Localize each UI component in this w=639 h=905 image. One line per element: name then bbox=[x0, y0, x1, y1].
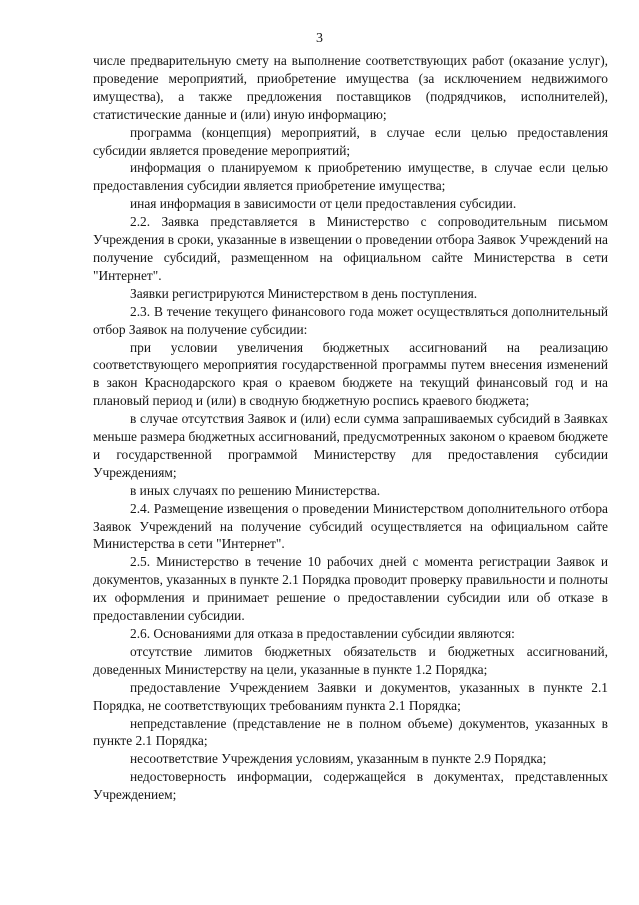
paragraph-2-2: 2.2. Заявка представляется в Министерство с сопроводительным письмом Учреждения в сроки, указанные в извещении о проведении отбора Заявок Учреждений на получение субсидий, размещенном на официальном сайте Министерства в сети "Интернет". bbox=[93, 214, 608, 283]
paragraph-unreliable-info: недостоверность информации, содержащейся в документах, представленных Учреждением; bbox=[93, 769, 608, 803]
paragraph-noncompliant-docs: предоставление Учреждением Заявки и документов, указанных в пункте 2.1 Порядка, не соответствующих требованиям пункта 2.1 Порядка; bbox=[93, 679, 608, 713]
paragraph-no-applications: в случае отсутствия Заявок и (или) если сумма запрашиваемых субсидий в Заявках меньше размера бюджетных ассигнований, предусмотренных законом о краевом бюджете и государственной программой Министерству для предоставления субсидии Учреждениям; bbox=[93, 411, 608, 480]
paragraph-2-3: 2.3. В течение текущего финансового года может осуществляться дополнительный отбор Заявок на получение субсидии: bbox=[93, 303, 608, 337]
paragraph-noncompliance: несоответствие Учреждения условиям, указанным в пункте 2.9 Порядка; bbox=[130, 751, 547, 767]
paragraph-no-limits: отсутствие лимитов бюджетных обязательств и бюджетных ассигнований, доведенных Министерству на цели, указанные в пункте 1.2 Порядка; bbox=[93, 643, 608, 677]
paragraph-2-4: 2.4. Размещение извещения о проведении Министерством дополнительного отбора Заявок Учреждений на получение субсидий осуществляется на официальном сайте Министерства в сети "Интернет". bbox=[93, 500, 608, 552]
paragraph-2-6: 2.6. Основаниями для отказа в предоставлении субсидии являются: bbox=[130, 626, 515, 641]
paragraph-property-info: информация о планируемом к приобретению имуществе, в случае если целью предоставления субсидии является приобретение имущества; bbox=[93, 160, 608, 194]
page-number: 3 bbox=[316, 31, 323, 46]
paragraph-2-5: 2.5. Министерство в течение 10 рабочих дней с момента регистрации Заявок и документов, указанных в пункте 2.1 Порядка проводит проверку правильности и полноты их оформления и принимает решение о предоставлении субсидии или об отказе в предоставлении субсидии. bbox=[93, 554, 608, 624]
paragraph-other-cases: в иных случаях по решению Министерства. bbox=[130, 482, 381, 498]
paragraph-incomplete-docs: непредставление (представление не в полном объеме) документов, указанных в пункте 2.1 Порядка; bbox=[93, 715, 608, 749]
paragraph-program: программа (концепция) мероприятий, в случае если целью предоставления субсидии является проведение мероприятий; bbox=[93, 124, 608, 158]
paragraph-registration: Заявки регистрируются Министерством в день поступления. bbox=[130, 285, 478, 301]
paragraph-other-info: иная информация в зависимости от цели предоставления субсидии. bbox=[130, 196, 517, 212]
paragraph-budget-increase: при условии увеличения бюджетных ассигнований на реализацию соответствующего мероприятия государственной программы путем внесения изменений в закон Краснодарского края о краевом бюджете на текущий финансовый год и на плановый период и (или) в сводную бюджетную роспись краевого бюджета; bbox=[93, 339, 608, 409]
paragraph-list-continuation: числе предварительную смету на выполнение соответствующих работ (оказание услуг), проведение мероприятий, приобретение имущества (за исключением недвижимого имущества), а также предложения поставщиков (подрядчиков, исполнителей), статистические данные и (или) иную информацию; bbox=[93, 53, 608, 122]
document-body bbox=[93, 52, 608, 804]
